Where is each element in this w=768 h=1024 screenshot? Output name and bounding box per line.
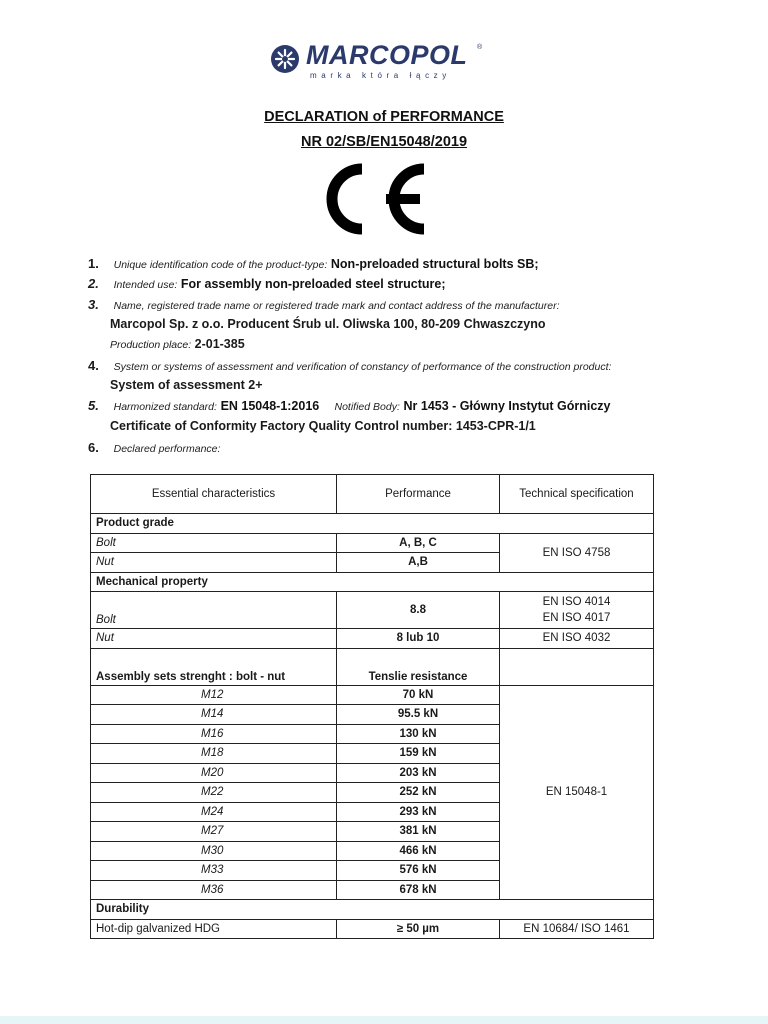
cell-specification [500,592,654,629]
cell-performance: ≥ 50 µm [337,919,500,939]
cell-specification: EN 15048-1 [500,685,654,900]
production-place-value: 2-01-385 [194,337,245,351]
section-row [91,514,654,534]
cell-specification: EN ISO 4758 [500,533,654,572]
cell-tensile-value: 252 kN [337,783,500,803]
section-row [91,572,654,592]
cell-tensile-value: 159 kN [337,744,500,764]
cell-characteristic: Hot-dip galvanized HDG [91,919,337,939]
logo-wordmark: MARCOPOL [306,40,468,70]
item-2 [88,275,446,294]
spec-line: EN ISO 4014 [542,596,611,608]
cell-tensile-value: 70 kN [337,685,500,705]
item-label: Declared performance: [113,443,221,455]
cell-performance: A, B, C [337,533,500,553]
cell-tensile-value: 203 kN [337,763,500,783]
item-5 [88,397,611,416]
logo-star-icon [270,44,300,74]
logo-registered-mark: ® [477,44,483,51]
table-row [91,919,654,939]
section-row [91,900,654,920]
cell-characteristic: Nut [91,629,337,649]
cell-bolt-size: M33 [91,861,337,881]
footer-stripe [0,1016,768,1024]
certificate-number: Certificate of Conformity Factory Quality Control number: 1453-CPR-1/1 [110,419,536,433]
item-label: System or systems of assessment and verification of constancy of performance of the construction product: [113,361,612,373]
product-type-value: Non-preloaded structural bolts SB; [330,257,539,271]
cell-characteristic: Nut [91,553,337,573]
section-row [91,648,654,685]
table-row [91,592,654,629]
item-label: Name, registered trade name or registered trade mark and contact address of the manufacturer: [113,300,560,312]
manufacturer-address: Marcopol Sp. z o.o. Producent Śrub ul. Oliwska 100, 80-209 Chwaszczyno [110,317,546,331]
spec-line: EN ISO 4017 [542,612,611,624]
cell-tensile-value: 293 kN [337,802,500,822]
cell-tensile-value: 466 kN [337,841,500,861]
cell-performance: 8.8 [337,592,500,629]
cell-bolt-size: M20 [91,763,337,783]
ce-mark-icon [312,163,432,235]
company-logo [270,40,500,80]
table-row [91,685,654,705]
cell-specification: EN ISO 4032 [500,629,654,649]
notified-body-value: Nr 1453 - Główny Instytut Górniczy [403,399,611,413]
table-row [91,629,654,649]
cell-bolt-size: M12 [91,685,337,705]
cell-performance: A,B [337,553,500,573]
cell-tensile-value: 678 kN [337,880,500,900]
cell-bolt-size: M16 [91,724,337,744]
item-number: 4. [88,358,99,373]
production-place-label: Production place: [110,339,192,351]
cell-tensile-value: 130 kN [337,724,500,744]
section-product-grade: Product grade [91,514,654,534]
header-essential-characteristics: Essential characteristics [91,475,337,514]
cell-tensile-value: 381 kN [337,822,500,842]
item-label: Intended use: [113,279,178,291]
cell-bolt-size: M36 [91,880,337,900]
cell-bolt-size: M30 [91,841,337,861]
cell-characteristic: Bolt [91,592,337,629]
tensile-resistance-title: Tenslie resistance [337,648,500,685]
assessment-system: System of assessment 2+ [110,378,263,392]
cell-bolt-size: M22 [91,783,337,803]
item-number: 1. [88,256,99,271]
item-number: 6. [88,440,99,455]
header-technical-specification: Technical specification [500,475,654,514]
production-place [110,335,245,354]
cell-bolt-size: M14 [91,705,337,725]
harmonized-standard: EN 15048-1:2016 [220,399,320,413]
performance-table [90,474,654,939]
item-label: Harmonized standard: [113,401,217,413]
cell-characteristic: Bolt [91,533,337,553]
cell-tensile-value: 95.5 kN [337,705,500,725]
item-1 [88,255,539,274]
section-durability: Durability [91,900,654,920]
logo-tagline: marka która łączy [310,71,451,80]
empty-cell [500,648,654,685]
document-number: NR 02/SB/EN15048/2019 [300,134,468,150]
item-6 [88,439,220,458]
document-title: DECLARATION of PERFORMANCE [264,109,504,125]
item-4 [88,357,611,376]
cell-performance: 8 lub 10 [337,629,500,649]
item-number: 2. [88,276,99,291]
table-row [91,533,654,553]
cell-bolt-size: M27 [91,822,337,842]
item-3 [88,296,560,315]
section-assembly-sets: Assembly sets strenght : bolt - nut [91,648,337,685]
notified-body-label: Notified Body: [334,401,400,413]
cell-bolt-size: M18 [91,744,337,764]
section-mechanical-property: Mechanical property [91,572,654,592]
item-label: Unique identification code of the product-type: [113,259,328,271]
table-header-row [91,475,654,514]
cell-specification: EN 10684/ ISO 1461 [500,919,654,939]
item-number: 5. [88,398,99,413]
item-number: 3. [88,297,99,312]
header-performance: Performance [337,475,500,514]
cell-bolt-size: M24 [91,802,337,822]
cell-tensile-value: 576 kN [337,861,500,881]
intended-use-value: For assembly non-preloaded steel structure; [180,277,446,291]
